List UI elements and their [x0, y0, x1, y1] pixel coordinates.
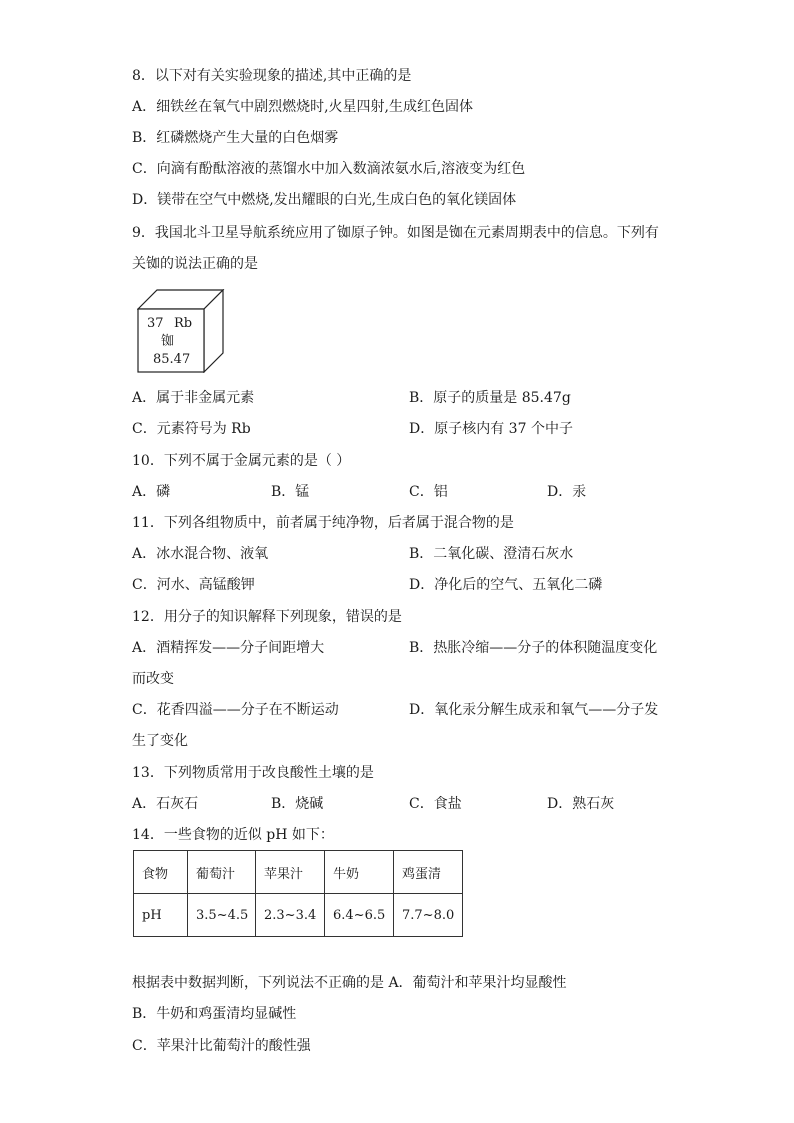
q8-stem: 8．以下对有关实验现象的描述,其中正确的是: [132, 68, 412, 84]
q10-option-a: A．磷: [132, 484, 171, 500]
q12-option-b-line2: 而改变: [132, 671, 174, 687]
q12-option-b-line1: B．热胀冷缩——分子的体积随温度变化: [409, 640, 658, 656]
table-cell: 6.4~6.5: [325, 894, 394, 937]
q9-option-a: A．属于非金属元素: [132, 390, 255, 406]
q13-option-a: A．石灰石: [132, 796, 199, 812]
q12-option-d-line1: D．氧化汞分解生成汞和氧气——分子发: [409, 702, 659, 718]
q9-option-d: D．原子核内有 37 个中子: [409, 421, 573, 437]
table-cell: 7.7~8.0: [394, 894, 463, 937]
q9-option-b: B．原子的质量是 85.47g: [409, 390, 571, 406]
q11-option-c: C．河水、高锰酸钾: [132, 577, 255, 593]
q13-option-b: B．烧碱: [271, 796, 324, 812]
q13-option-d: D．熟石灰: [547, 796, 615, 812]
q14-option-c: C．苹果汁比葡萄汁的酸性强: [132, 1038, 311, 1054]
q9-option-c: C．元素符号为 Rb: [132, 421, 251, 437]
q10-option-b: B．锰: [271, 484, 310, 500]
q14-after-table: 根据表中数据判断，下列说法不正确的是 A．葡萄汁和苹果汁均显酸性: [132, 975, 567, 991]
element-cell-figure: [137, 289, 225, 373]
q11-stem: 11．下列各组物质中，前者属于纯净物，后者属于混合物的是: [132, 515, 514, 531]
table-cell: pH: [134, 894, 188, 937]
q11-option-a: A．冰水混合物、液氧: [132, 546, 269, 562]
table-header-cell: 葡萄汁: [188, 851, 256, 894]
table-cell: 3.5~4.5: [188, 894, 256, 937]
q11-option-b: B．二氧化碳、澄清石灰水: [409, 546, 574, 562]
q14-stem: 14．一些食物的近似 pH 如下：: [132, 827, 334, 843]
q12-option-c: C．花香四溢——分子在不断运动: [132, 702, 339, 718]
table-cell: 2.3~3.4: [256, 894, 325, 937]
q12-stem: 12．用分子的知识解释下列现象，错误的是: [132, 609, 402, 625]
element-symbol: Rb: [174, 316, 193, 331]
table-header-cell: 牛奶: [325, 851, 394, 894]
q13-option-c: C．食盐: [409, 796, 462, 812]
table-row: [134, 894, 463, 937]
table-header-cell: 食物: [134, 851, 188, 894]
q14-option-b: B．牛奶和鸡蛋清均显碱性: [132, 1006, 297, 1022]
element-atomic-number: 37: [147, 316, 164, 331]
q9-stem-line2: 关铷的说法正确的是: [132, 256, 258, 272]
q11-option-d: D．净化后的空气、五氧化二磷: [409, 577, 603, 593]
ph-table: [133, 850, 463, 937]
q10-option-c: C．铝: [409, 484, 448, 500]
element-name: 铷: [161, 334, 175, 349]
q13-stem: 13．下列物质常用于改良酸性土壤的是: [132, 765, 374, 781]
table-header-cell: 鸡蛋清: [394, 851, 463, 894]
table-header-row: [134, 851, 463, 894]
q8-option-d: D．镁带在空气中燃烧,发出耀眼的白光,生成白色的氧化镁固体: [132, 192, 517, 208]
q12-option-a: A．酒精挥发——分子间距增大: [132, 640, 325, 656]
table-header-cell: 苹果汁: [256, 851, 325, 894]
q9-stem-line1: 9．我国北斗卫星导航系统应用了铷原子钟。如图是铷在元素周期表中的信息。下列有: [132, 225, 659, 241]
q8-option-a: A．细铁丝在氧气中剧烈燃烧时,火星四射,生成红色固体: [132, 99, 474, 115]
q12-option-d-line2: 生了变化: [132, 733, 188, 749]
q8-option-c: C．向滴有酚酞溶液的蒸馏水中加入数滴浓氨水后,溶液变为红色: [132, 161, 526, 177]
q8-option-b: B．红磷燃烧产生大量的白色烟雾: [132, 130, 339, 146]
element-atomic-mass: 85.47: [153, 352, 191, 367]
q10-option-d: D．汞: [547, 484, 587, 500]
q10-stem: 10．下列不属于金属元素的是（ ）: [132, 453, 351, 469]
